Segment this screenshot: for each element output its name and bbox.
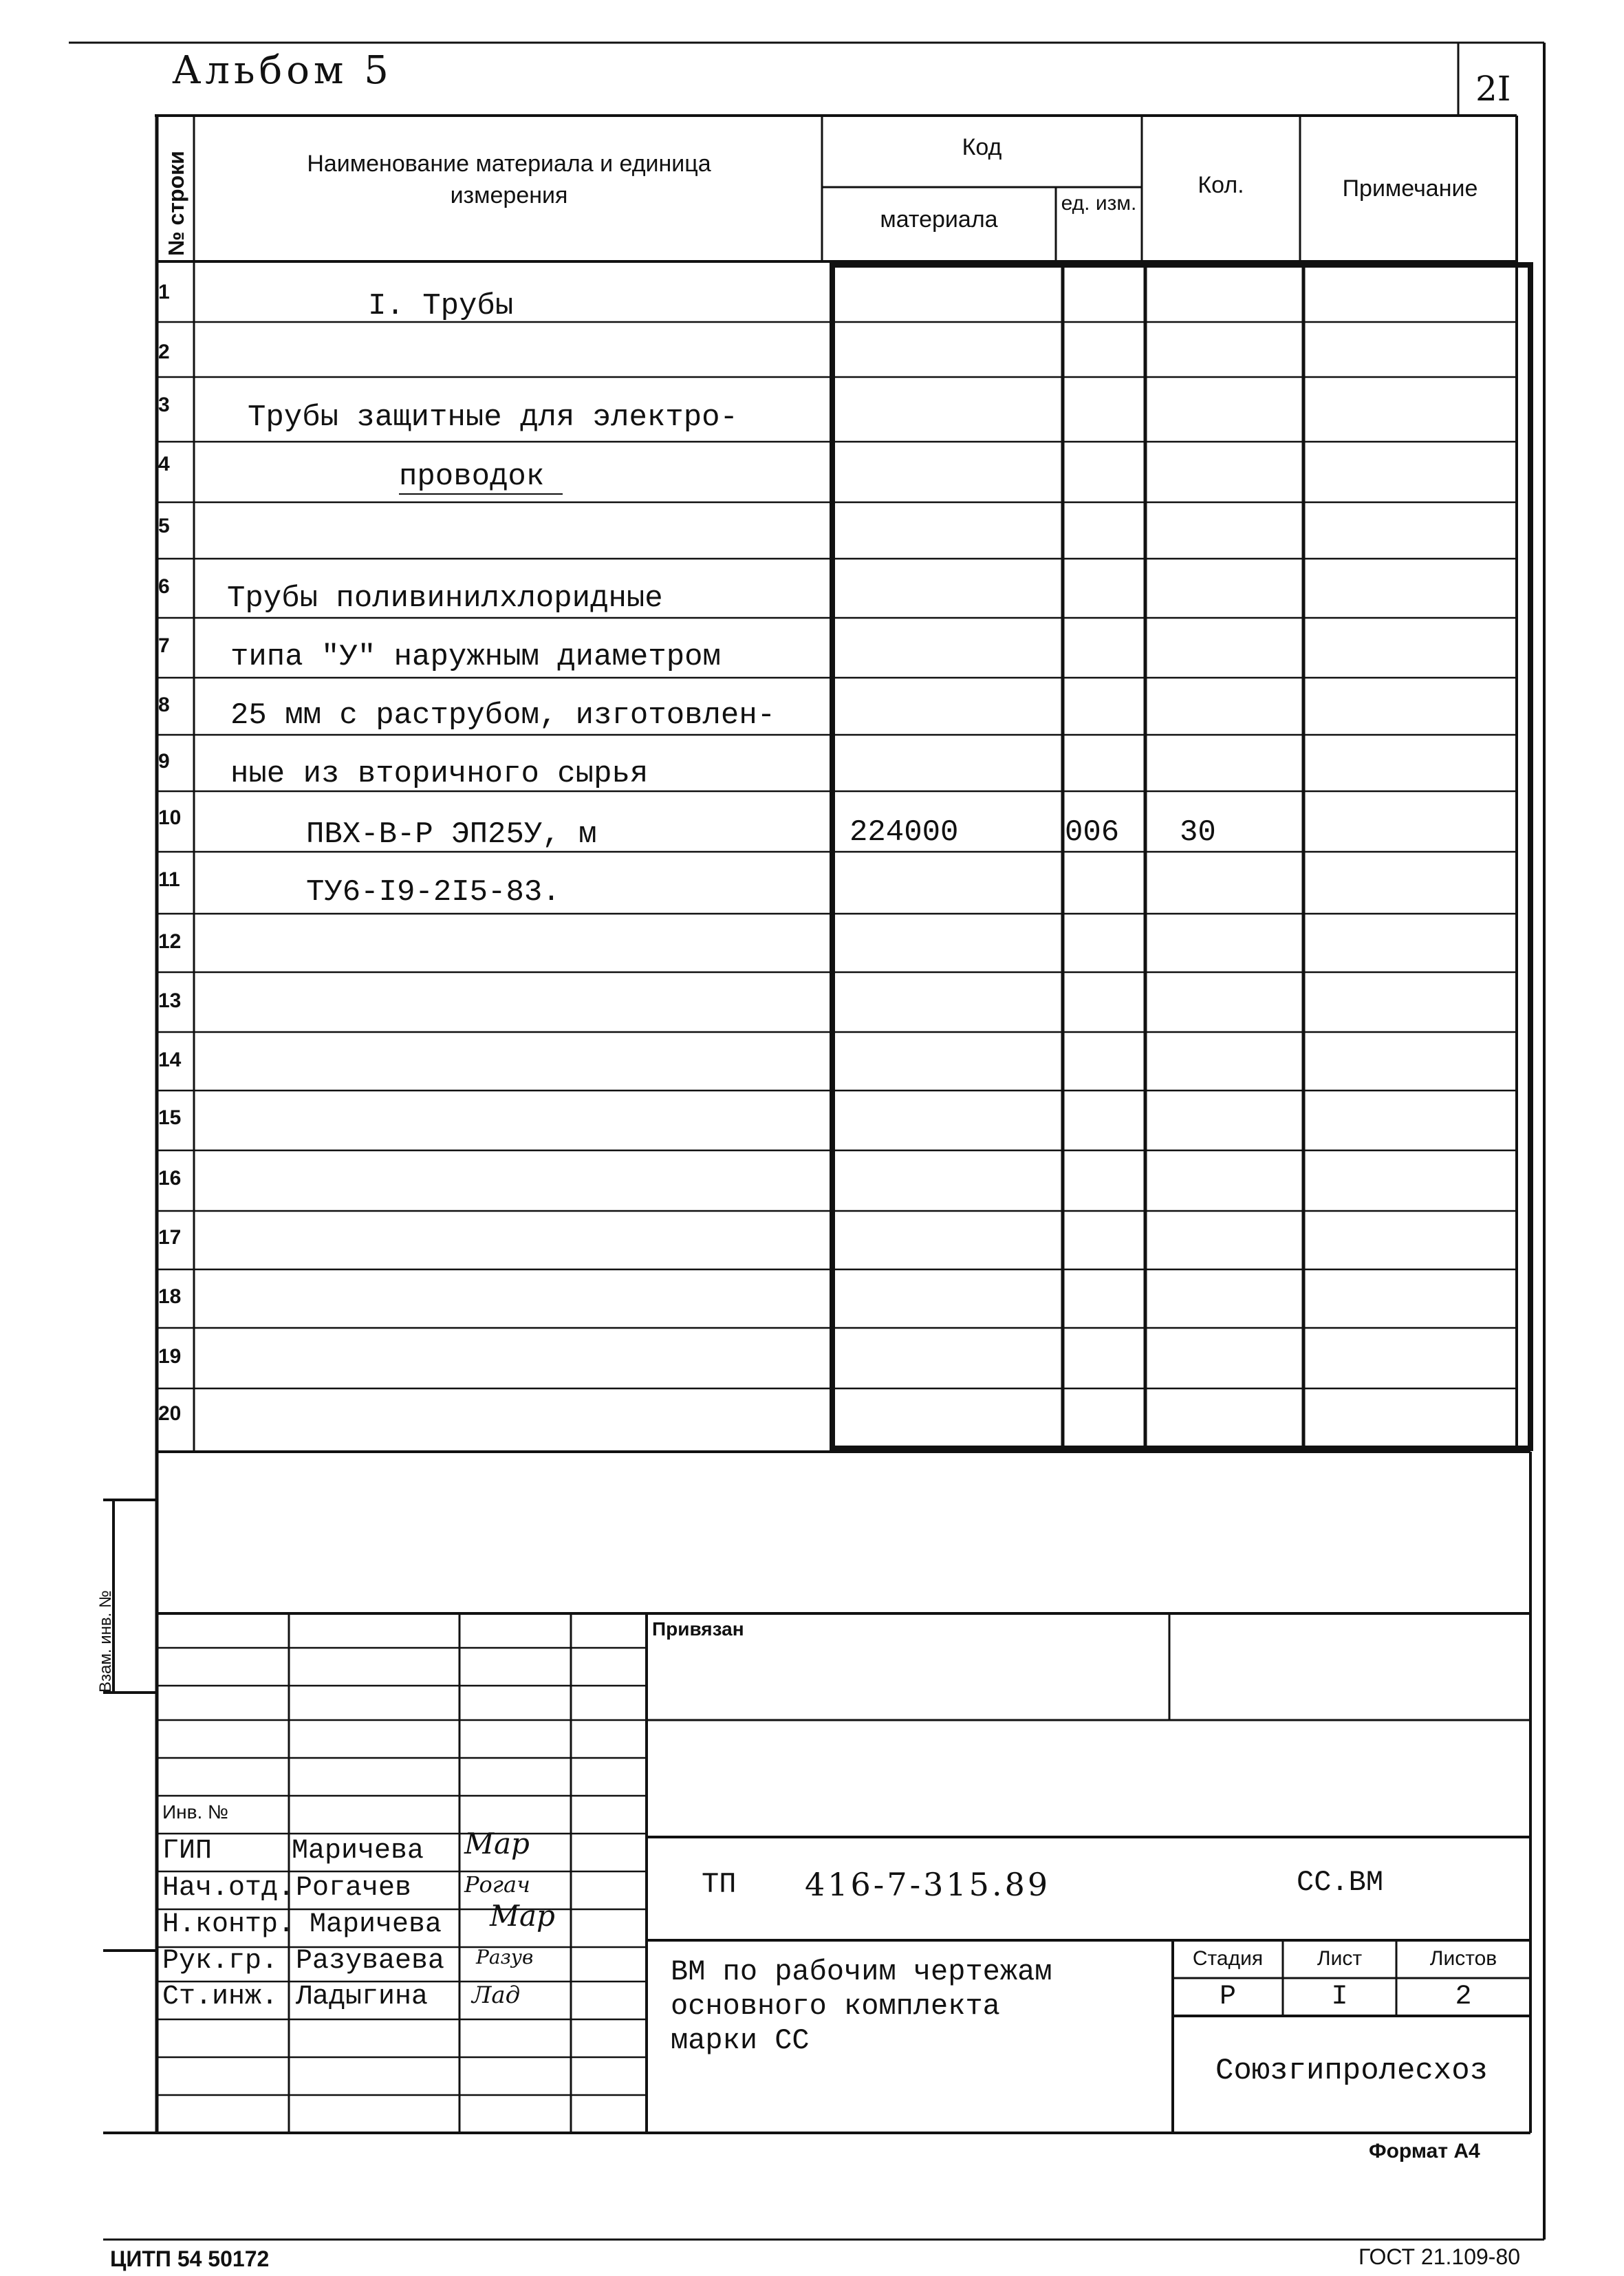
header-material: материала xyxy=(880,206,998,233)
signer-name: Маричева xyxy=(310,1909,442,1940)
signer-name: Разуваева xyxy=(296,1946,445,1977)
row-number: 14 xyxy=(158,1049,182,1071)
row-number: 18 xyxy=(158,1285,182,1308)
signer-role: Нач.отд. xyxy=(162,1873,295,1904)
signer-role: Ст.инж. xyxy=(162,1982,279,2012)
album-label: Альбом 5 xyxy=(172,48,393,93)
row-number: 1 xyxy=(158,281,170,303)
item-text: ПВХ-В-Р ЭП25У, м xyxy=(306,817,597,852)
side-label: Взам. инв. № xyxy=(96,1590,115,1693)
row-number: 6 xyxy=(158,575,170,598)
signature: Мар xyxy=(464,1827,530,1860)
signature: Рогач xyxy=(464,1871,530,1898)
row-number: 17 xyxy=(158,1226,182,1249)
header-unit: ед. изм. xyxy=(1061,192,1137,215)
material-code: 224000 xyxy=(849,815,959,850)
header-code: Код xyxy=(962,134,1002,160)
row-number: 7 xyxy=(158,634,170,657)
page-number: 2I xyxy=(1475,69,1511,109)
title-line: марки СС xyxy=(671,2024,810,2057)
row-number: 2 xyxy=(158,341,170,363)
signer-role: Н.контр. xyxy=(162,1909,295,1940)
header-note: Примечание xyxy=(1342,175,1478,202)
row-number: 11 xyxy=(158,868,180,891)
row-number: 10 xyxy=(158,806,182,829)
signer-name: Рогачев xyxy=(296,1873,412,1904)
project-prefix: ТП xyxy=(702,1868,737,1901)
inv-number-label: Инв. № xyxy=(162,1801,229,1823)
sheet-label: Лист xyxy=(1317,1947,1363,1970)
signer-name: Ладыгина xyxy=(296,1982,429,2012)
quantity: 30 xyxy=(1180,815,1216,850)
row-number: 19 xyxy=(158,1345,182,1368)
signer-role: Рук.гр. xyxy=(162,1946,279,1977)
row-number: 5 xyxy=(158,515,170,537)
gost-label: ГОСТ 21.109-80 xyxy=(1358,2244,1521,2269)
organization: Союзгипролесхоз xyxy=(1215,2054,1488,2088)
print-code: ЦИТП 54 50172 xyxy=(110,2246,270,2271)
item-text: 25 мм с раструбом, изготовлен- xyxy=(230,698,776,733)
signature: Мар xyxy=(490,1899,555,1933)
section-title: I. Трубы xyxy=(368,289,514,323)
item-text: ные из вторичного сырья xyxy=(230,757,649,791)
row-number: 15 xyxy=(158,1106,182,1129)
item-text: типа "У" наружным диаметром xyxy=(230,640,721,674)
format-label: Формат А4 xyxy=(1369,2140,1480,2162)
signature: Лад xyxy=(472,1982,521,2009)
row-number: 20 xyxy=(158,1402,182,1425)
header-name: Наименование материала и единица измерения xyxy=(307,151,711,208)
item-text: Трубы защитные для электро- xyxy=(248,400,738,435)
unit-code: 006 xyxy=(1065,815,1120,850)
row-number: 3 xyxy=(158,394,170,416)
signer-name: Маричева xyxy=(292,1836,424,1867)
stage-value: Р xyxy=(1219,1982,1236,2012)
sheets-label: Листов xyxy=(1429,1947,1497,1970)
header-qty: Кол. xyxy=(1198,172,1244,198)
item-text: Трубы поливинилхлоридные xyxy=(227,581,663,616)
row-number: 16 xyxy=(158,1167,182,1190)
header-row-number: № строки xyxy=(164,151,188,256)
row-number: 12 xyxy=(158,930,182,953)
item-text: ТУ6-I9-2I5-83. xyxy=(306,875,561,910)
item-text: проводок xyxy=(399,460,545,494)
sheets-value: 2 xyxy=(1455,1982,1472,2012)
sheet-value: I xyxy=(1331,1982,1348,2012)
bound-label: Привязан xyxy=(652,1618,744,1640)
title-line: ВМ по рабочим чертежам xyxy=(671,1955,1052,1988)
row-number: 4 xyxy=(158,453,170,475)
drawing-mark: СС.ВМ xyxy=(1297,1866,1384,1899)
project-code: 416-7-315.89 xyxy=(805,1866,1051,1903)
row-number: 13 xyxy=(158,989,182,1012)
signature: Разув xyxy=(476,1946,534,1968)
stage-label: Стадия xyxy=(1192,1947,1264,1970)
row-number: 8 xyxy=(158,694,170,716)
row-number: 9 xyxy=(158,750,170,773)
signer-role: ГИП xyxy=(162,1836,213,1867)
title-line: основного комплекта xyxy=(671,1990,1000,2023)
